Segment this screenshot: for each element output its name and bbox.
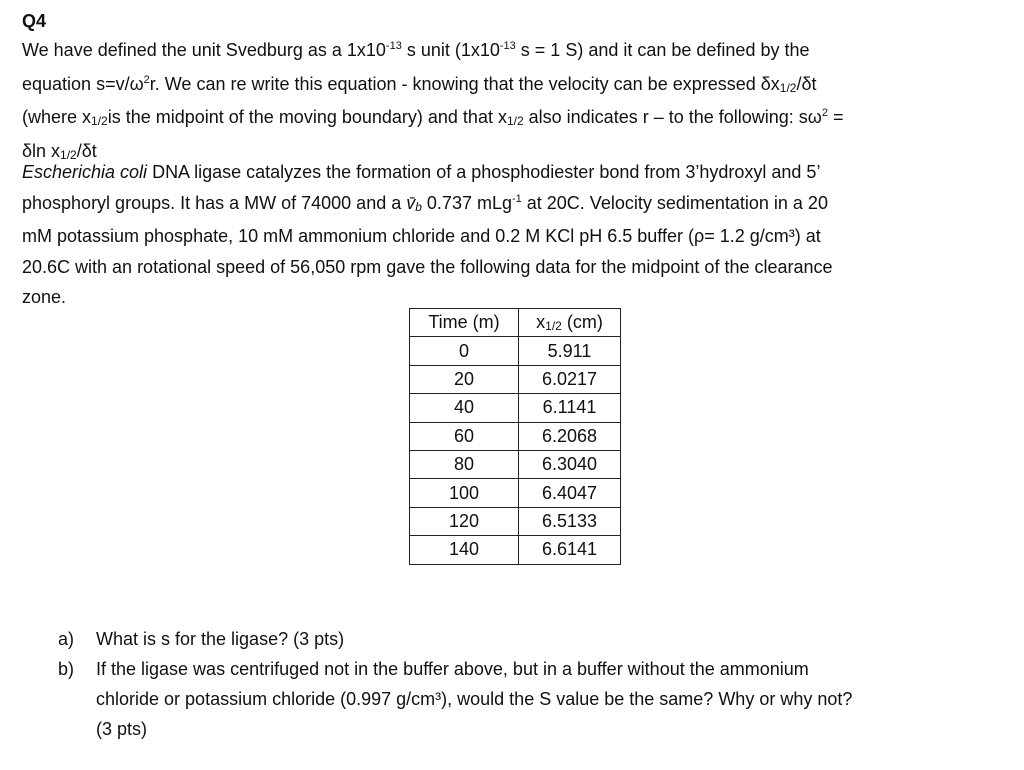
text-line: equation $s=v/\omega^2r$. We can re write this equation - knowing that the velocity can be expressed δx1/2/δt [22, 73, 817, 95]
question-heading: Q4 [22, 11, 47, 31]
column-header-midpoint: x1/2 (cm) [519, 309, 621, 337]
question-text: chloride or potassium chloride (0.997 g/cm³), would the S value be the same? Why or why not? [96, 689, 853, 709]
table-header-row [410, 309, 621, 337]
midpoint-cell: 6.3040 [519, 450, 621, 478]
table-row [410, 422, 621, 450]
paragraph-svedberg-definition [22, 35, 1012, 168]
sedimentation-data-table [409, 308, 621, 565]
table-row [410, 536, 621, 564]
text-line: Escherichia coli DNA ligase catalyzes the formation of a phosphodiester bond from 3’hydroxyl and 5’ [22, 162, 821, 182]
midpoint-cell: 6.6141 [519, 536, 621, 564]
table-row [410, 365, 621, 393]
table-row [410, 450, 621, 478]
question-b [58, 654, 1008, 744]
midpoint-cell: 6.5133 [519, 507, 621, 535]
question-marker: a) [58, 629, 75, 649]
time-cell: 100 [410, 479, 519, 507]
column-header-time: Time (m) [410, 309, 519, 337]
time-cell: 60 [410, 422, 519, 450]
time-cell: 120 [410, 507, 519, 535]
question-marker: b) [58, 659, 75, 679]
question-text: What is s for the ligase? (3 pts) [96, 629, 345, 649]
time-cell: 0 [410, 337, 519, 365]
text-line: (where x1/2is the midpoint of the moving boundary) and that x1/2 also indicates r – to the following: $s\omega^2$ = [22, 107, 844, 128]
midpoint-cell: 6.2068 [519, 422, 621, 450]
time-cell: 140 [410, 536, 519, 564]
text-line: 20.6C with an rotational speed of 56,050 rpm gave the following data for the midpoint of the clearance [22, 256, 833, 277]
midpoint-cell: 6.1141 [519, 394, 621, 422]
question-text: (3 pts) [96, 719, 148, 739]
question-a [58, 624, 1008, 654]
text-line: We have defined the unit Svedburg as a $1x10^{-13}$ s unit ($1x10^{-13}$ s = 1 S) and it can be defined by the [22, 40, 810, 60]
species-name: Escherichia coli [22, 162, 148, 182]
midpoint-cell: 6.4047 [519, 479, 621, 507]
midpoint-cell: 5.911 [519, 337, 621, 365]
table-row [410, 507, 621, 535]
paragraph-ligase-description [22, 157, 1012, 313]
time-cell: 20 [410, 365, 519, 393]
time-cell: 40 [410, 394, 519, 422]
time-cell: 80 [410, 450, 519, 478]
text-line: zone. [22, 287, 67, 307]
text-line: phosphoryl groups. It has a MW of 74000 and a v̄b 0.737 mLg$^{-1}$ at 20C. Velocity sedimentation in a 20 [22, 192, 828, 214]
table-row [410, 394, 621, 422]
midpoint-cell: 6.0217 [519, 365, 621, 393]
text-line: mM potassium phosphate, 10 mM ammonium chloride and 0.2 M KCl pH 6.5 buffer (ρ= 1.2 g/cm³) at [22, 226, 821, 246]
question-list [58, 624, 1008, 744]
table-row [410, 337, 621, 365]
question-text: If the ligase was centrifuged not in the buffer above, but in a buffer without the ammonium [96, 659, 809, 679]
table-row [410, 479, 621, 507]
text-line: δln x1/2/δt [22, 140, 97, 162]
